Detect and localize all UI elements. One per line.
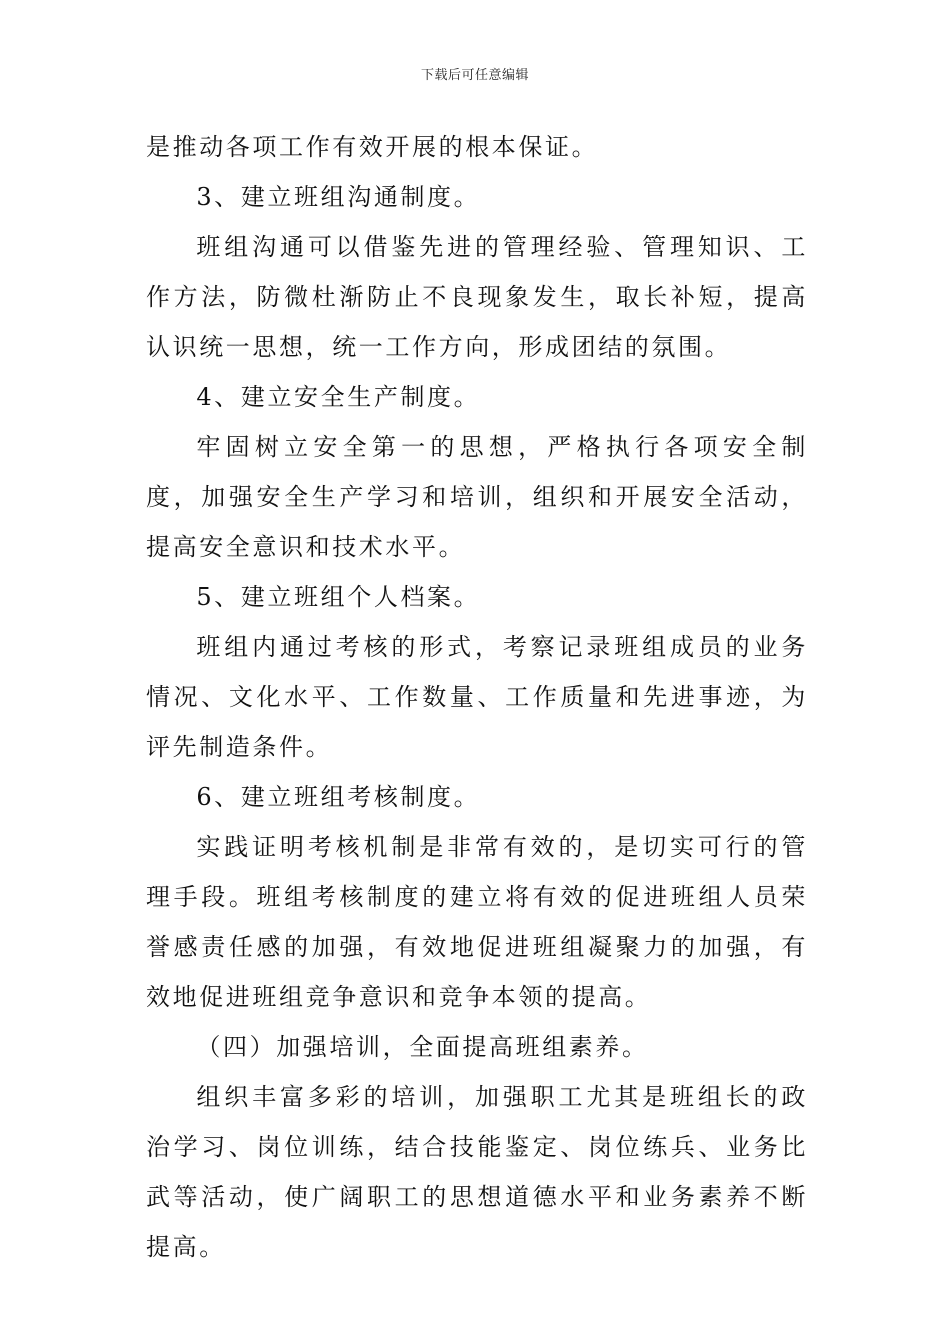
paragraph-safety: 牢固树立安全第一的思想，严格执行各项安全制度，加强安全生产学习和培训，组织和开展安全活动，提高安全意识和技术水平。	[146, 433, 808, 561]
paragraph-training: 组织丰富多彩的培训，加强职工尤其是班组长的政治学习、岗位训练，结合技能鉴定、岗位练兵、业务比武等活动，使广阔职工的思想道德水平和业务素养不断提高。	[146, 1083, 808, 1261]
section-heading-assessment: 6、建立班组考核制度。	[196, 783, 481, 811]
section-heading-communication: 3、建立班组沟通制度。	[196, 183, 481, 211]
paragraph-communication: 班组沟通可以借鉴先进的管理经验、管理知识、工作方法，防微杜渐防止不良现象发生，取长补短，提高认识统一思想，统一工作方向，形成团结的氛围。	[146, 233, 808, 361]
section-heading-safety: 4、建立安全生产制度。	[196, 383, 481, 411]
paragraph-assessment: 实践证明考核机制是非常有效的，是切实可行的管理手段。班组考核制度的建立将有效的促进班组人员荣誉感责任感的加强，有效地促进班组凝聚力的加强，有效地促进班组竞争意识和竞争本领的提高。	[146, 833, 808, 1011]
section-heading-archive: 5、建立班组个人档案。	[196, 583, 481, 611]
page-header-note: 下载后可任意编辑	[420, 68, 529, 83]
section-heading-training: （四）加强培训，全面提高班组素养。	[196, 1033, 649, 1061]
paragraph-continuation: 是推动各项工作有效开展的根本保证。	[146, 133, 599, 161]
document-body	[146, 122, 808, 1272]
paragraph-archive: 班组内通过考核的形式，考察记录班组成员的业务情况、文化水平、工作数量、工作质量和先进事迹，为评先制造条件。	[146, 633, 808, 761]
